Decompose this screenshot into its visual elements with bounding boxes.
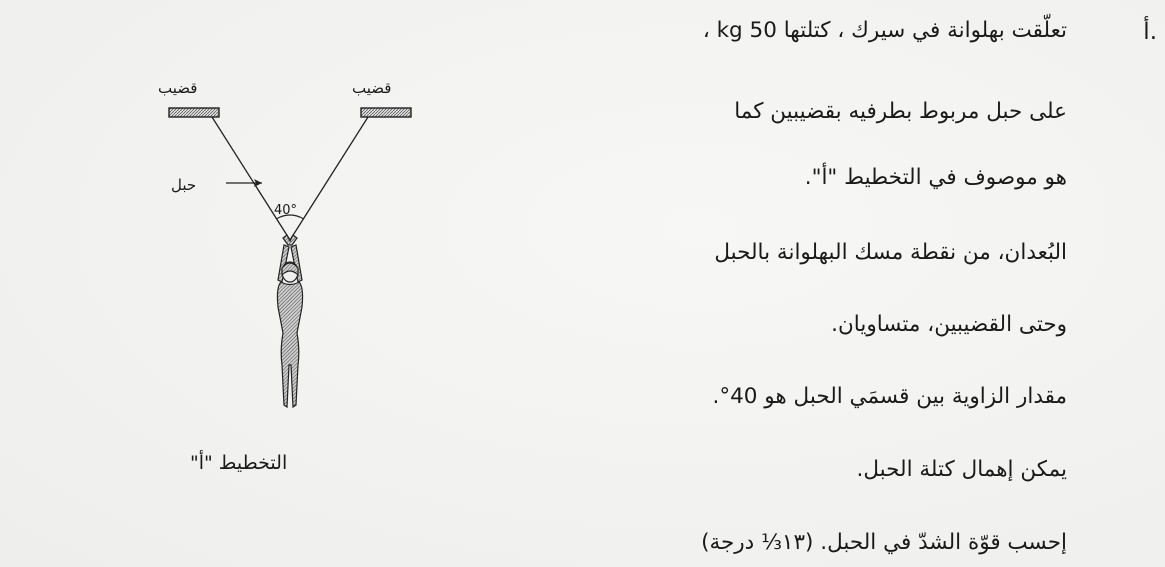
question-line-1: تعلّقت بهلوانة في سيرك ، كتلتها 50 kg ، <box>702 18 1067 43</box>
question-letter: أ. <box>1143 19 1157 45</box>
left-bar <box>169 108 219 117</box>
question-line-6: مقدار الزاوية بين قسمَي الحبل هو 40°. <box>712 384 1067 409</box>
question-line-3: هو موصوف في التخطيط "أ". <box>804 165 1067 190</box>
diagram-a <box>150 75 450 475</box>
acrobat-diagram <box>150 75 450 475</box>
question-line-4: البُعدان، من نقطة مسك البهلوانة بالحبل <box>714 240 1067 265</box>
rope-label: حبل <box>171 176 197 194</box>
rope-right <box>290 117 368 240</box>
question-line-5: وحتى القضيبين، متساويان. <box>831 312 1067 337</box>
right-bar <box>361 108 411 117</box>
acrobat-figure <box>277 235 302 407</box>
question-line-8: إحسب قوّة الشدّ في الحبل. (١٣⅓ درجة) <box>701 530 1067 555</box>
bar-left-label: قضيب <box>158 79 198 97</box>
question-line-2: على حبل مربوط بطرفيه بقضيبين كما <box>734 99 1067 124</box>
figure-caption: التخطيط "أ" <box>190 452 288 474</box>
angle-label: 40° <box>274 203 298 218</box>
question-line-7: يمكن إهمال كتلة الحبل. <box>856 457 1067 482</box>
rope-left <box>212 117 290 240</box>
bar-right-label: قضيب <box>352 79 392 97</box>
